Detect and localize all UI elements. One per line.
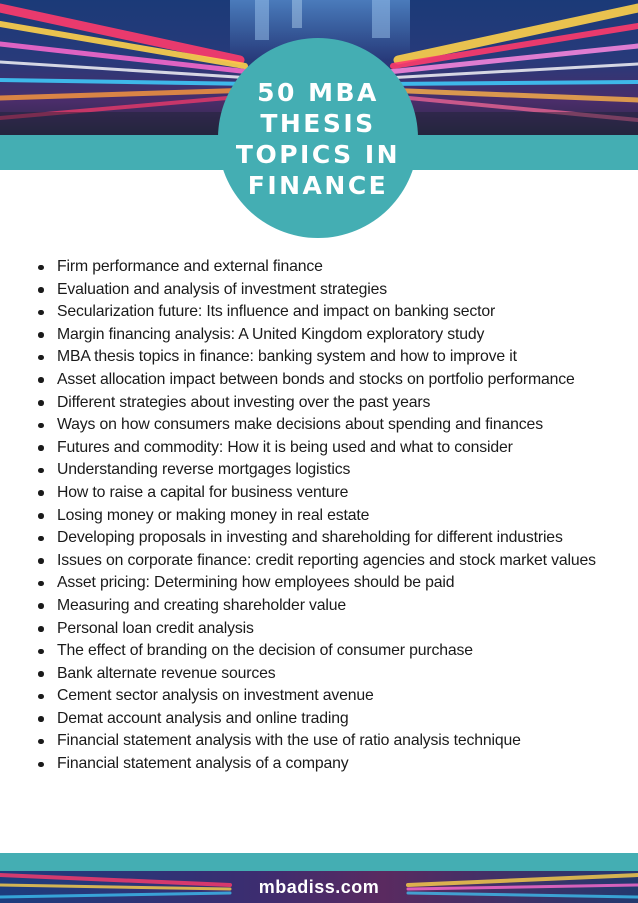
topic-item: Personal loan credit analysis <box>57 618 638 641</box>
topic-item: Futures and commodity: How it is being used and what to consider <box>57 437 638 460</box>
topic-item: MBA thesis topics in finance: banking system and how to improve it <box>57 346 638 369</box>
page-title <box>223 77 413 201</box>
topic-item: Different strategies about investing over the past years <box>57 392 638 415</box>
topic-item: Financial statement analysis of a company <box>57 753 638 776</box>
topic-item: Understanding reverse mortgages logistics <box>57 459 638 482</box>
topic-item: Issues on corporate finance: credit reporting agencies and stock market values <box>57 550 638 573</box>
footer-banner <box>0 871 638 903</box>
topic-list <box>0 256 638 776</box>
title-line: FINANCE <box>247 171 389 200</box>
topic-item: Bank alternate revenue sources <box>57 663 638 686</box>
title-line: TOPICS IN <box>235 140 401 169</box>
topic-item: Measuring and creating shareholder value <box>57 595 638 618</box>
website-link[interactable]: mbadiss.com <box>258 877 380 897</box>
topic-item: Developing proposals in investing and shareholding for different industries <box>57 527 638 550</box>
footer-teal-band <box>0 853 638 871</box>
topic-item: The effect of branding on the decision of consumer purchase <box>57 640 638 663</box>
topic-item: Evaluation and analysis of investment strategies <box>57 279 638 302</box>
topic-item: Ways on how consumers make decisions about spending and finances <box>57 414 638 437</box>
title-line: 50 MBA THESIS <box>257 78 379 138</box>
topic-item: Demat account analysis and online trading <box>57 708 638 731</box>
title-badge <box>218 38 418 238</box>
topic-item: How to raise a capital for business venture <box>57 482 638 505</box>
topic-item: Cement sector analysis on investment avenue <box>57 685 638 708</box>
topic-item: Secularization future: Its influence and impact on banking sector <box>57 301 638 324</box>
topic-item: Asset allocation impact between bonds and stocks on portfolio performance <box>57 369 638 392</box>
topic-item: Firm performance and external finance <box>57 256 638 279</box>
topic-item: Asset pricing: Determining how employees should be paid <box>57 572 638 595</box>
topic-item: Financial statement analysis with the use of ratio analysis technique <box>57 730 638 753</box>
topic-item: Margin financing analysis: A United Kingdom exploratory study <box>57 324 638 347</box>
topic-item: Losing money or making money in real estate <box>57 505 638 528</box>
